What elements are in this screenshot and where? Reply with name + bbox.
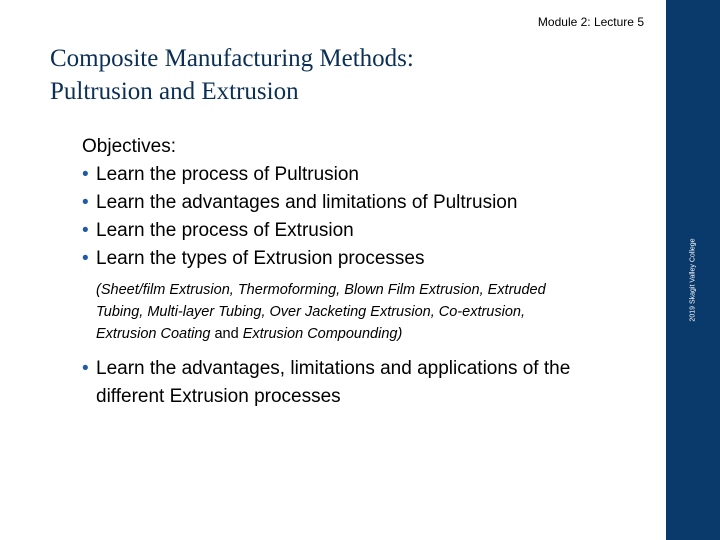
footer-text: 2019 Skagit Valley College [689, 238, 697, 322]
bullet-text: Learn the types of Extrusion processes [96, 248, 425, 269]
bullet-item [82, 161, 642, 189]
objectives-list [82, 133, 642, 411]
objectives-heading: Objectives: [82, 136, 176, 157]
module-label: Module 2: Lecture 5 [537, 15, 644, 29]
bullet-icon: • [82, 248, 89, 269]
bullet-icon: • [82, 192, 89, 213]
bullet-text: Learn the advantages and limitations of Pultrusion [96, 192, 518, 213]
bullet-text: Learn the advantages, limitations and applications of the different Extrusion processes [96, 358, 571, 407]
bullet-item [82, 217, 642, 245]
bullet-icon: • [82, 358, 89, 379]
title-line-1: Composite Manufacturing Methods: [50, 45, 414, 72]
detail-text-part2: Extrusion Compounding) [242, 326, 403, 342]
title-line-2: Pultrusion and Extrusion [50, 78, 299, 105]
bullet-icon: • [82, 164, 89, 185]
detail-conjunction: and [214, 326, 239, 342]
bullet-item [82, 245, 642, 273]
slide-title [50, 42, 650, 108]
bullet-text: Learn the process of Pultrusion [96, 164, 359, 185]
extrusion-types-detail [82, 279, 566, 345]
detail-text-part1: (Sheet/film Extrusion, Thermoforming, Blown Film Extrusion, Extruded Tubing, Multi-layer Tubing, Over Jacketing Extrusion, Co-extrusion, Extrusion Coating [96, 282, 546, 342]
bullet-item [82, 189, 526, 217]
bullet-icon: • [82, 220, 89, 241]
bullet-item [82, 355, 606, 411]
bullet-text: Learn the process of Extrusion [96, 220, 354, 241]
